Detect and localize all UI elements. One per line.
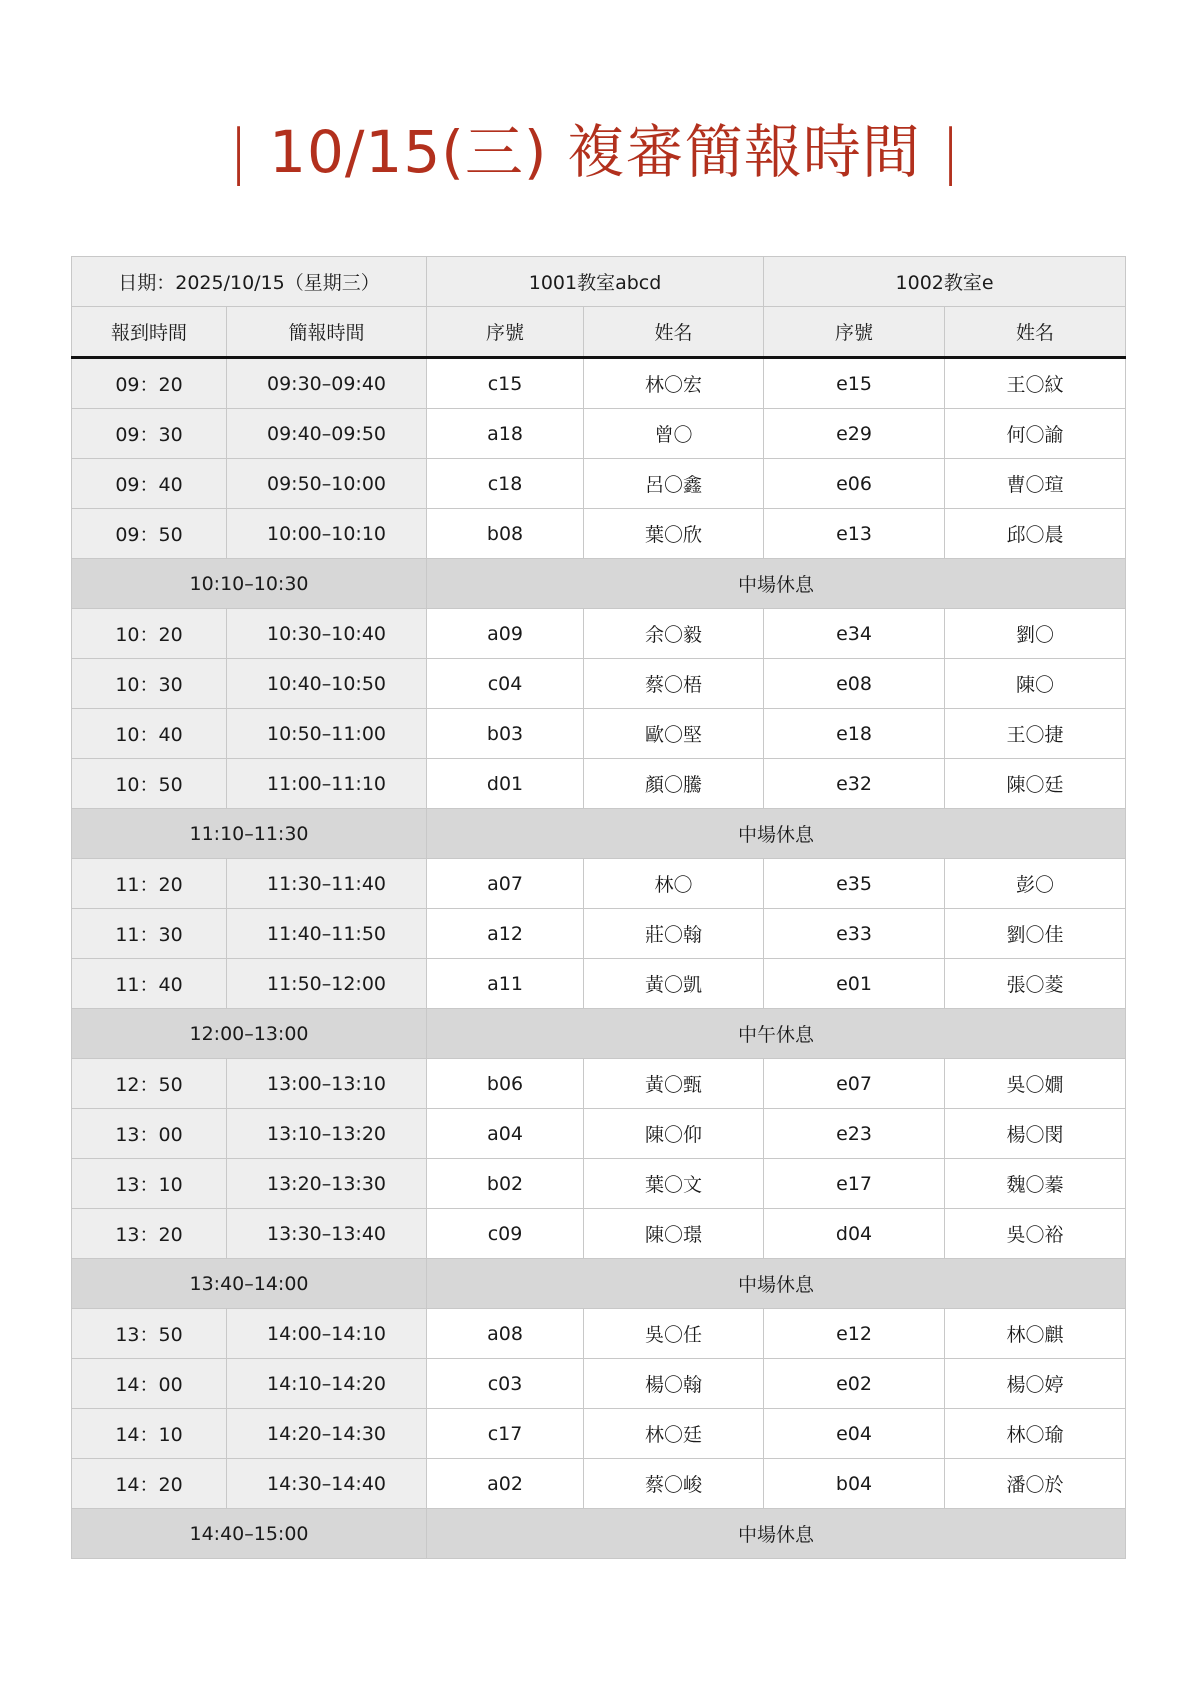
room2-seq: e23 [764, 1109, 945, 1159]
room2-seq: b04 [764, 1459, 945, 1509]
room2-seq: e29 [764, 409, 945, 459]
checkin-time: 09：40 [72, 459, 227, 509]
room2-seq: e12 [764, 1309, 945, 1359]
checkin-time: 09：20 [72, 358, 227, 409]
checkin-time: 14：00 [72, 1359, 227, 1409]
presentation-time: 13:20–13:30 [227, 1159, 427, 1209]
break-row [72, 1509, 1126, 1559]
room2-seq: e08 [764, 659, 945, 709]
room2-seq: e04 [764, 1409, 945, 1459]
room2-seq: e18 [764, 709, 945, 759]
room2-seq: e02 [764, 1359, 945, 1409]
room2-name: 王〇捷 [945, 709, 1126, 759]
table-row [72, 859, 1126, 909]
room1-name: 林〇廷 [584, 1409, 764, 1459]
table-row [72, 1109, 1126, 1159]
break-row [72, 1259, 1126, 1309]
room2-name: 林〇麒 [945, 1309, 1126, 1359]
col-present-header: 簡報時間 [227, 307, 427, 358]
title-text: 10/15(三) 複審簡報時間 [269, 118, 921, 186]
page-title [0, 112, 1190, 192]
table-row [72, 709, 1126, 759]
table-row [72, 759, 1126, 809]
break-time: 10:10–10:30 [72, 559, 427, 609]
room1-name: 黃〇甄 [584, 1059, 764, 1109]
schedule-body [72, 257, 1126, 1559]
room2-name: 潘〇於 [945, 1459, 1126, 1509]
checkin-time: 14：20 [72, 1459, 227, 1509]
break-row [72, 1009, 1126, 1059]
header-row-columns [72, 307, 1126, 358]
room1-name: 陳〇仰 [584, 1109, 764, 1159]
table-row [72, 459, 1126, 509]
room1-name: 蔡〇梧 [584, 659, 764, 709]
presentation-time: 13:10–13:20 [227, 1109, 427, 1159]
table-row [72, 509, 1126, 559]
room2-name: 陳〇廷 [945, 759, 1126, 809]
room2-seq: e35 [764, 859, 945, 909]
room2-name: 楊〇婷 [945, 1359, 1126, 1409]
table-row [72, 909, 1126, 959]
break-label: 中場休息 [427, 1509, 1126, 1559]
table-row [72, 1459, 1126, 1509]
date-cell: 日期：2025/10/15（星期三） [72, 257, 427, 307]
room1-name: 余〇毅 [584, 609, 764, 659]
title-bar-right: | [940, 117, 962, 187]
checkin-time: 10：20 [72, 609, 227, 659]
checkin-time: 13：50 [72, 1309, 227, 1359]
table-row [72, 959, 1126, 1009]
room1-seq: c03 [427, 1359, 584, 1409]
room2-name: 邱〇晨 [945, 509, 1126, 559]
room2-name: 張〇菱 [945, 959, 1126, 1009]
schedule-table [71, 256, 1126, 1559]
room1-seq: c17 [427, 1409, 584, 1459]
presentation-time: 09:40–09:50 [227, 409, 427, 459]
presentation-time: 11:50–12:00 [227, 959, 427, 1009]
checkin-time: 11：40 [72, 959, 227, 1009]
presentation-time: 09:50–10:00 [227, 459, 427, 509]
presentation-time: 13:30–13:40 [227, 1209, 427, 1259]
room1-seq: a12 [427, 909, 584, 959]
room2-name: 劉〇 [945, 609, 1126, 659]
checkin-time: 13：00 [72, 1109, 227, 1159]
room1-name: 蔡〇峻 [584, 1459, 764, 1509]
room1-name: 林〇 [584, 859, 764, 909]
checkin-time: 11：30 [72, 909, 227, 959]
room1-name: 呂〇鑫 [584, 459, 764, 509]
room2-seq: e07 [764, 1059, 945, 1109]
table-row [72, 409, 1126, 459]
room2-name: 吳〇裕 [945, 1209, 1126, 1259]
room1-name: 葉〇欣 [584, 509, 764, 559]
room1-name: 葉〇文 [584, 1159, 764, 1209]
presentation-time: 10:00–10:10 [227, 509, 427, 559]
room1-seq: c15 [427, 358, 584, 409]
room1-name: 黃〇凱 [584, 959, 764, 1009]
room2-name: 楊〇閔 [945, 1109, 1126, 1159]
room2-name: 陳〇 [945, 659, 1126, 709]
room2-name: 吳〇嫺 [945, 1059, 1126, 1109]
table-row [72, 1059, 1126, 1109]
col-checkin-header: 報到時間 [72, 307, 227, 358]
checkin-time: 10：30 [72, 659, 227, 709]
room1-name: 曾〇 [584, 409, 764, 459]
table-row [72, 1359, 1126, 1409]
room2-name: 魏〇蓁 [945, 1159, 1126, 1209]
room2-seq: d04 [764, 1209, 945, 1259]
break-time: 14:40–15:00 [72, 1509, 427, 1559]
room1-seq: a04 [427, 1109, 584, 1159]
header-row-rooms [72, 257, 1126, 307]
room2-name: 彭〇 [945, 859, 1126, 909]
break-label: 中午休息 [427, 1009, 1126, 1059]
room1-name: 莊〇翰 [584, 909, 764, 959]
presentation-time: 14:30–14:40 [227, 1459, 427, 1509]
presentation-time: 11:30–11:40 [227, 859, 427, 909]
room1-seq: a08 [427, 1309, 584, 1359]
room1-seq: b08 [427, 509, 584, 559]
room2-name: 曹〇瑄 [945, 459, 1126, 509]
table-row [72, 1159, 1126, 1209]
room2-name: 劉〇佳 [945, 909, 1126, 959]
presentation-time: 14:10–14:20 [227, 1359, 427, 1409]
table-row [72, 1209, 1126, 1259]
room2-seq: e33 [764, 909, 945, 959]
break-label: 中場休息 [427, 1259, 1126, 1309]
room1-header: 1001教室abcd [427, 257, 764, 307]
room1-seq: a18 [427, 409, 584, 459]
table-row [72, 659, 1126, 709]
table-row [72, 1409, 1126, 1459]
checkin-time: 11：20 [72, 859, 227, 909]
title-bar-left: | [228, 117, 250, 187]
room2-name: 何〇諭 [945, 409, 1126, 459]
room2-seq: e06 [764, 459, 945, 509]
room1-seq: d01 [427, 759, 584, 809]
room1-seq: b06 [427, 1059, 584, 1109]
room1-name: 歐〇堅 [584, 709, 764, 759]
table-row [72, 609, 1126, 659]
room2-seq: e15 [764, 358, 945, 409]
presentation-time: 09:30–09:40 [227, 358, 427, 409]
room1-seq: a11 [427, 959, 584, 1009]
checkin-time: 10：50 [72, 759, 227, 809]
break-time: 11:10–11:30 [72, 809, 427, 859]
room2-name: 林〇瑜 [945, 1409, 1126, 1459]
room1-seq: a07 [427, 859, 584, 909]
checkin-time: 09：50 [72, 509, 227, 559]
room2-seq: e32 [764, 759, 945, 809]
presentation-time: 10:50–11:00 [227, 709, 427, 759]
break-time: 13:40–14:00 [72, 1259, 427, 1309]
col-name2-header: 姓名 [945, 307, 1126, 358]
room1-name: 林〇宏 [584, 358, 764, 409]
room2-seq: e34 [764, 609, 945, 659]
presentation-time: 11:40–11:50 [227, 909, 427, 959]
table-row [72, 1309, 1126, 1359]
room1-name: 陳〇璟 [584, 1209, 764, 1259]
room2-seq: e01 [764, 959, 945, 1009]
checkin-time: 13：20 [72, 1209, 227, 1259]
break-label: 中場休息 [427, 809, 1126, 859]
checkin-time: 13：10 [72, 1159, 227, 1209]
presentation-time: 13:00–13:10 [227, 1059, 427, 1109]
break-time: 12:00–13:00 [72, 1009, 427, 1059]
room1-seq: a02 [427, 1459, 584, 1509]
room1-seq: b03 [427, 709, 584, 759]
room2-seq: e13 [764, 509, 945, 559]
presentation-time: 10:40–10:50 [227, 659, 427, 709]
room2-seq: e17 [764, 1159, 945, 1209]
break-label: 中場休息 [427, 559, 1126, 609]
room1-seq: c09 [427, 1209, 584, 1259]
checkin-time: 12：50 [72, 1059, 227, 1109]
room1-name: 楊〇翰 [584, 1359, 764, 1409]
checkin-time: 14：10 [72, 1409, 227, 1459]
col-seq1-header: 序號 [427, 307, 584, 358]
break-row [72, 559, 1126, 609]
room1-name: 吳〇任 [584, 1309, 764, 1359]
room1-seq: b02 [427, 1159, 584, 1209]
presentation-time: 14:00–14:10 [227, 1309, 427, 1359]
room1-seq: a09 [427, 609, 584, 659]
checkin-time: 10：40 [72, 709, 227, 759]
room1-seq: c04 [427, 659, 584, 709]
col-name1-header: 姓名 [584, 307, 764, 358]
room1-seq: c18 [427, 459, 584, 509]
room2-header: 1002教室e [764, 257, 1126, 307]
presentation-time: 14:20–14:30 [227, 1409, 427, 1459]
room2-name: 王〇紋 [945, 358, 1126, 409]
checkin-time: 09：30 [72, 409, 227, 459]
table-row [72, 358, 1126, 409]
presentation-time: 11:00–11:10 [227, 759, 427, 809]
col-seq2-header: 序號 [764, 307, 945, 358]
presentation-time: 10:30–10:40 [227, 609, 427, 659]
room1-name: 顏〇騰 [584, 759, 764, 809]
break-row [72, 809, 1126, 859]
